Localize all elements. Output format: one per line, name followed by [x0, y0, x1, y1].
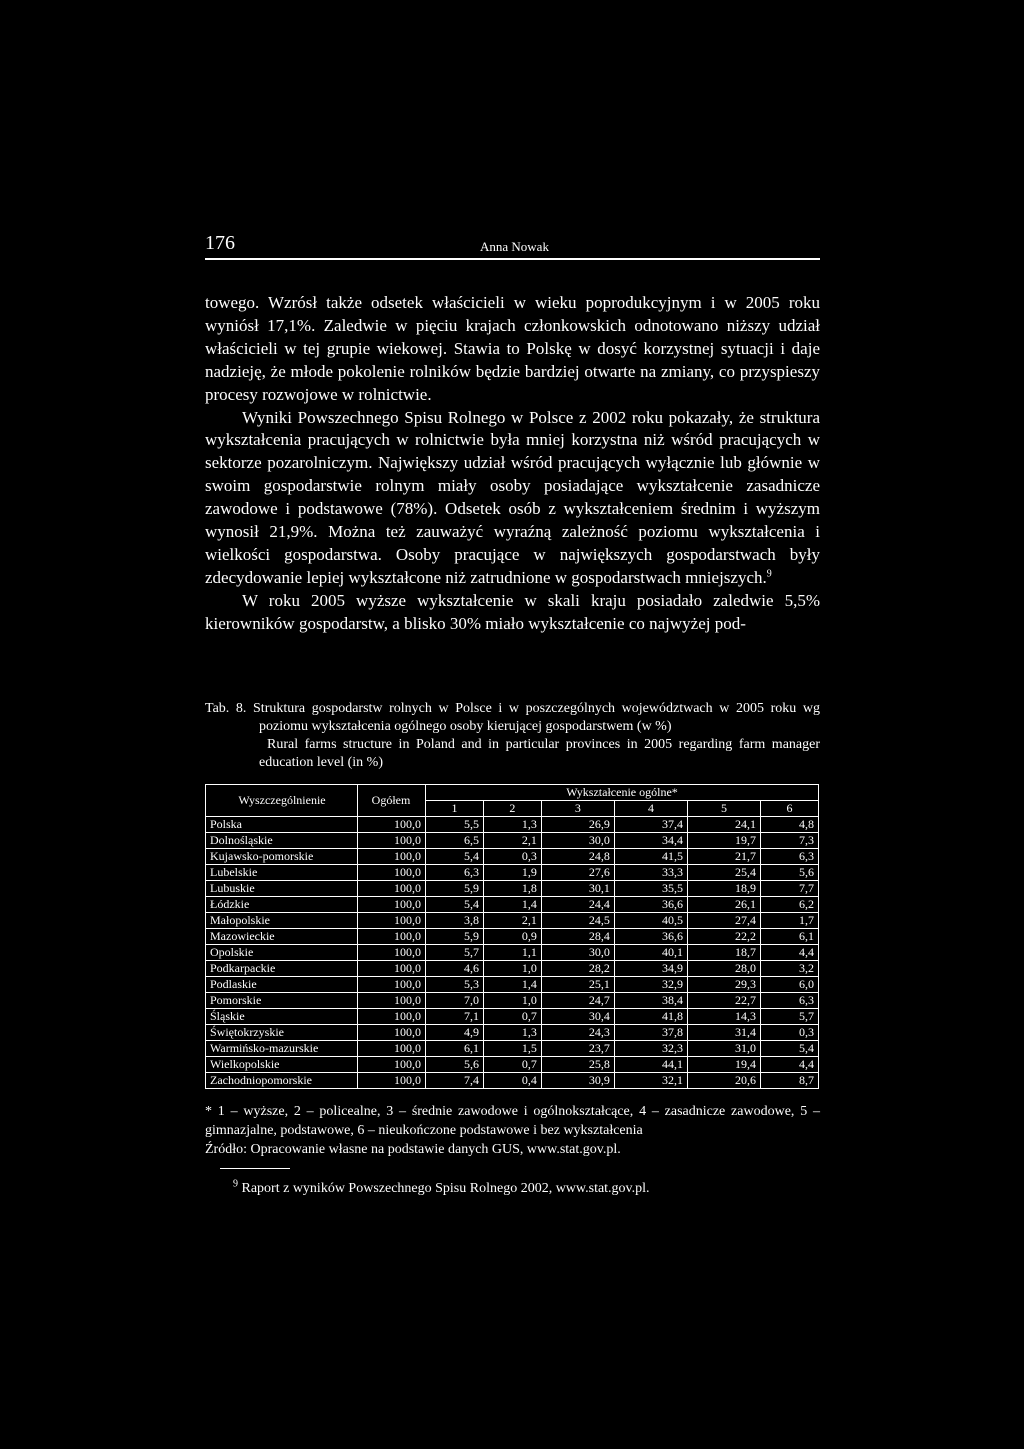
cell-region: Wielkopolskie [206, 1057, 358, 1073]
cell-value-5: 19,4 [687, 1057, 760, 1073]
table-row [206, 1025, 819, 1041]
cell-value-5: 28,0 [687, 961, 760, 977]
cell-value-3: 27,6 [541, 865, 614, 881]
footnote-9 [233, 1180, 650, 1198]
cell-value-3: 26,9 [541, 817, 614, 833]
cell-value-3: 30,4 [541, 1009, 614, 1025]
cell-value-2: 2,1 [483, 833, 541, 849]
body-text [205, 292, 820, 636]
cell-value-1: 6,1 [426, 1041, 484, 1057]
cell-value-2: 1,3 [483, 817, 541, 833]
cell-value-5: 31,0 [687, 1041, 760, 1057]
cell-value-4: 37,4 [614, 817, 687, 833]
cell-value-4: 34,9 [614, 961, 687, 977]
cell-value-1: 5,6 [426, 1057, 484, 1073]
cell-total: 100,0 [358, 929, 426, 945]
cell-value-2: 1,5 [483, 1041, 541, 1057]
cell-value-3: 24,8 [541, 849, 614, 865]
cell-region: Małopolskie [206, 913, 358, 929]
table-row [206, 977, 819, 993]
cell-value-1: 5,3 [426, 977, 484, 993]
cell-region: Kujawsko-pomorskie [206, 849, 358, 865]
table-row [206, 1009, 819, 1025]
cell-value-3: 30,0 [541, 945, 614, 961]
cell-value-4: 40,1 [614, 945, 687, 961]
cell-value-5: 18,9 [687, 881, 760, 897]
cell-value-5: 31,4 [687, 1025, 760, 1041]
table-row [206, 961, 819, 977]
cell-value-1: 5,5 [426, 817, 484, 833]
cell-region: Dolnośląskie [206, 833, 358, 849]
cell-value-2: 0,7 [483, 1057, 541, 1073]
cell-value-4: 41,5 [614, 849, 687, 865]
cell-total: 100,0 [358, 945, 426, 961]
cell-value-2: 0,4 [483, 1073, 541, 1089]
cell-value-6: 5,7 [761, 1009, 819, 1025]
cell-value-6: 5,6 [761, 865, 819, 881]
cell-value-4: 32,9 [614, 977, 687, 993]
paragraph-1: towego. Wzrósł także odsetek właścicieli w wieku poprodukcyjnym i w 2005 roku wyniósł 17,1%. Zaledwie w pięciu krajach członkowskich odnotowano niższy udział właścicieli w tej grupie wiekowej. Stawia to Polskę w dosyć korzystnej sytuacji i daje nadzieję, że młode pokolenie rolników będzie bardziej otwarte na zmiany, co przyspieszy procesy rozwojowe w rolnictwie. [205, 293, 820, 404]
cell-value-4: 37,8 [614, 1025, 687, 1041]
cell-value-2: 1,4 [483, 977, 541, 993]
table-row [206, 1041, 819, 1057]
cell-value-4: 32,1 [614, 1073, 687, 1089]
cell-value-3: 30,1 [541, 881, 614, 897]
cell-value-5: 22,2 [687, 929, 760, 945]
cell-value-5: 20,6 [687, 1073, 760, 1089]
column-header-education: Wykształcenie ogólne* [426, 785, 819, 801]
table-caption-english: Rural farms structure in Poland and in particular provinces in 2005 regarding farm manager education level (in %) [259, 737, 820, 770]
cell-total: 100,0 [358, 977, 426, 993]
table-caption-polish: Tab. 8. Struktura gospodarstw rolnych w Polsce i w poszczególnych województwach w 2005 roku wg poziomu wykształcenia ogólnego osoby kierującej gospodarstwem (w %) [205, 701, 820, 734]
cell-value-2: 0,9 [483, 929, 541, 945]
cell-value-5: 27,4 [687, 913, 760, 929]
table-row [206, 881, 819, 897]
cell-value-1: 5,9 [426, 881, 484, 897]
cell-value-2: 1,8 [483, 881, 541, 897]
cell-region: Lubuskie [206, 881, 358, 897]
column-header-region: Wyszczególnienie [206, 785, 358, 817]
cell-value-5: 26,1 [687, 897, 760, 913]
column-header-2: 2 [483, 801, 541, 817]
cell-region: Pomorskie [206, 993, 358, 1009]
table-row [206, 929, 819, 945]
footnote-9-mark: 9 [233, 1178, 238, 1190]
cell-region: Zachodniopomorskie [206, 1073, 358, 1089]
table-row [206, 993, 819, 1009]
cell-total: 100,0 [358, 1073, 426, 1089]
column-header-total: Ogółem [358, 785, 426, 817]
cell-value-6: 8,7 [761, 1073, 819, 1089]
cell-region: Warmińsko-mazurskie [206, 1041, 358, 1057]
cell-value-6: 6,1 [761, 929, 819, 945]
table-caption [205, 700, 820, 772]
cell-value-4: 38,4 [614, 993, 687, 1009]
cell-value-1: 7,4 [426, 1073, 484, 1089]
cell-value-2: 0,7 [483, 1009, 541, 1025]
cell-total: 100,0 [358, 913, 426, 929]
table-header-row [206, 785, 819, 801]
cell-region: Mazowieckie [206, 929, 358, 945]
cell-value-6: 1,7 [761, 913, 819, 929]
cell-region: Lubelskie [206, 865, 358, 881]
cell-value-5: 24,1 [687, 817, 760, 833]
page-header [205, 232, 820, 260]
table-body [206, 817, 819, 1089]
cell-total: 100,0 [358, 849, 426, 865]
cell-total: 100,0 [358, 881, 426, 897]
cell-value-4: 36,6 [614, 897, 687, 913]
cell-value-2: 0,3 [483, 849, 541, 865]
cell-region: Łódzkie [206, 897, 358, 913]
footnote-divider [220, 1168, 290, 1169]
cell-value-2: 1,0 [483, 961, 541, 977]
paragraph-2 [205, 407, 820, 590]
table-notes [205, 1102, 820, 1159]
cell-value-1: 4,6 [426, 961, 484, 977]
cell-value-4: 32,3 [614, 1041, 687, 1057]
cell-value-6: 5,4 [761, 1041, 819, 1057]
cell-value-1: 5,9 [426, 929, 484, 945]
cell-region: Podkarpackie [206, 961, 358, 977]
table-row [206, 817, 819, 833]
cell-value-6: 3,2 [761, 961, 819, 977]
cell-value-1: 5,7 [426, 945, 484, 961]
cell-value-1: 7,0 [426, 993, 484, 1009]
cell-total: 100,0 [358, 993, 426, 1009]
cell-value-2: 1,1 [483, 945, 541, 961]
cell-total: 100,0 [358, 1009, 426, 1025]
table-row [206, 897, 819, 913]
cell-value-1: 3,8 [426, 913, 484, 929]
column-header-6: 6 [761, 801, 819, 817]
table-row [206, 833, 819, 849]
table-row [206, 1073, 819, 1089]
cell-value-3: 30,9 [541, 1073, 614, 1089]
footnote-mark-9[interactable]: 9 [766, 568, 772, 580]
column-header-3: 3 [541, 801, 614, 817]
cell-value-5: 19,7 [687, 833, 760, 849]
cell-total: 100,0 [358, 817, 426, 833]
cell-region: Opolskie [206, 945, 358, 961]
table-row [206, 849, 819, 865]
cell-value-2: 1,0 [483, 993, 541, 1009]
cell-value-3: 28,4 [541, 929, 614, 945]
cell-value-3: 30,0 [541, 833, 614, 849]
cell-value-4: 40,5 [614, 913, 687, 929]
cell-value-6: 4,4 [761, 1057, 819, 1073]
cell-value-6: 6,2 [761, 897, 819, 913]
cell-value-2: 1,3 [483, 1025, 541, 1041]
running-head-author: Anna Nowak [480, 239, 549, 254]
cell-value-5: 14,3 [687, 1009, 760, 1025]
table-source-note: Źródło: Opracowanie własne na podstawie danych GUS, www.stat.gov.pl. [205, 1142, 621, 1157]
cell-total: 100,0 [358, 961, 426, 977]
column-header-4: 4 [614, 801, 687, 817]
table-legend-note: * 1 – wyższe, 2 – policealne, 3 – średnie zawodowe i ogólnokształcące, 4 – zasadnicze zawodowe, 5 – gimnazjalne, podstawowe, 6 – nieukończone podstawowe i bez wykształcenia [205, 1104, 820, 1138]
cell-value-6: 4,4 [761, 945, 819, 961]
cell-region: Śląskie [206, 1009, 358, 1025]
cell-value-1: 5,4 [426, 897, 484, 913]
cell-value-6: 6,3 [761, 993, 819, 1009]
cell-value-6: 0,3 [761, 1025, 819, 1041]
cell-value-4: 34,4 [614, 833, 687, 849]
column-header-1: 1 [426, 801, 484, 817]
cell-value-1: 6,5 [426, 833, 484, 849]
page-number: 176 [205, 232, 235, 254]
cell-value-6: 6,0 [761, 977, 819, 993]
cell-value-3: 23,7 [541, 1041, 614, 1057]
cell-value-3: 24,4 [541, 897, 614, 913]
cell-value-1: 6,3 [426, 865, 484, 881]
cell-value-6: 7,3 [761, 833, 819, 849]
paragraph-2-text: Wyniki Powszechnego Spisu Rolnego w Polsce z 2002 roku pokazały, że struktura wykształcenia pracujących w rolnictwie była mniej korzystna niż wśród pracujących w sektorze pozarolniczym. Największy udział wśród pracujących wyłącznie lub głównie w swoim gospodarstwie rolnym miały osoby posiadające wykształcenie zasadnicze zawodowe i podstawowe (78%). Odsetek osób z wykształceniem średnim i wyższym wynosił 21,9%. Można też zauważyć wyraźną zależność poziomu wykształcenia i wielkości gospodarstwa. Osoby pracujące w największych gospodarstwach były zdecydowanie lepiej wykształcone niż zatrudnione w gospodarstwach mniejszych. [205, 407, 820, 587]
cell-value-4: 41,8 [614, 1009, 687, 1025]
cell-value-5: 25,4 [687, 865, 760, 881]
cell-value-6: 7,7 [761, 881, 819, 897]
cell-region: Podlaskie [206, 977, 358, 993]
cell-value-4: 36,6 [614, 929, 687, 945]
cell-total: 100,0 [358, 1025, 426, 1041]
table-row [206, 1057, 819, 1073]
cell-value-5: 18,7 [687, 945, 760, 961]
cell-region: Świętokrzyskie [206, 1025, 358, 1041]
cell-total: 100,0 [358, 1057, 426, 1073]
cell-value-4: 35,5 [614, 881, 687, 897]
cell-value-1: 4,9 [426, 1025, 484, 1041]
paragraph-3: W roku 2005 wyższe wykształcenie w skali kraju posiadało zaledwie 5,5% kierowników gospodarstw, a blisko 30% miało wykształcenie co najwyżej pod- [205, 590, 820, 633]
cell-value-3: 28,2 [541, 961, 614, 977]
cell-value-6: 6,3 [761, 849, 819, 865]
cell-value-3: 24,3 [541, 1025, 614, 1041]
cell-total: 100,0 [358, 1041, 426, 1057]
cell-value-6: 4,8 [761, 817, 819, 833]
cell-value-5: 22,7 [687, 993, 760, 1009]
cell-value-5: 29,3 [687, 977, 760, 993]
cell-value-2: 2,1 [483, 913, 541, 929]
column-header-5: 5 [687, 801, 760, 817]
footnote-9-text: Raport z wyników Powszechnego Spisu Rolnego 2002, www.stat.gov.pl. [238, 1181, 650, 1196]
cell-value-3: 25,1 [541, 977, 614, 993]
cell-value-4: 44,1 [614, 1057, 687, 1073]
table-row [206, 913, 819, 929]
cell-value-5: 21,7 [687, 849, 760, 865]
cell-value-1: 5,4 [426, 849, 484, 865]
cell-region: Polska [206, 817, 358, 833]
cell-value-3: 24,7 [541, 993, 614, 1009]
cell-total: 100,0 [358, 833, 426, 849]
cell-total: 100,0 [358, 865, 426, 881]
cell-value-2: 1,4 [483, 897, 541, 913]
cell-value-1: 7,1 [426, 1009, 484, 1025]
cell-value-4: 33,3 [614, 865, 687, 881]
education-table [205, 784, 819, 1089]
table-row [206, 865, 819, 881]
cell-total: 100,0 [358, 897, 426, 913]
cell-value-3: 25,8 [541, 1057, 614, 1073]
cell-value-2: 1,9 [483, 865, 541, 881]
cell-value-3: 24,5 [541, 913, 614, 929]
table-row [206, 945, 819, 961]
